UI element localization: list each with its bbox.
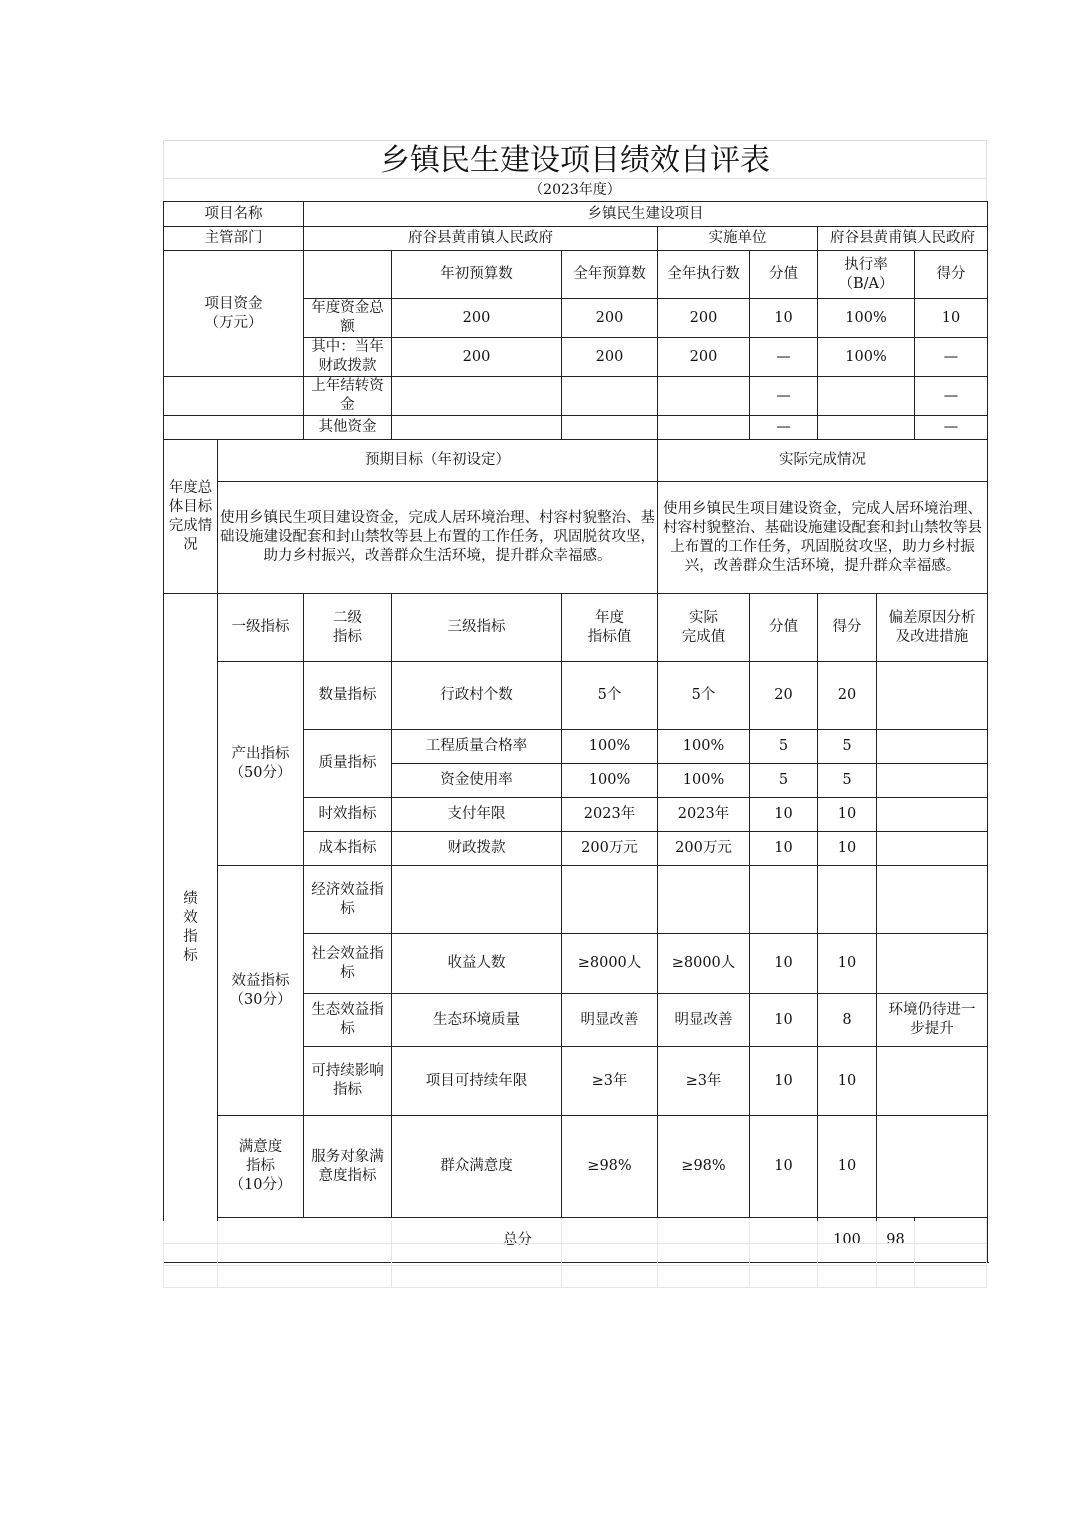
funds-cell: — <box>915 338 988 377</box>
target: 200万元 <box>562 832 658 866</box>
score: 5 <box>750 764 818 798</box>
actual: ≥98% <box>658 1116 750 1218</box>
level3: 行政村个数 <box>392 662 562 730</box>
target: 明显改善 <box>562 994 658 1047</box>
funds-cell: — <box>750 377 818 416</box>
perf-header: 一级指标 <box>218 594 304 662</box>
note <box>877 866 988 934</box>
perf-header: 偏差原因分析 及改进措施 <box>877 594 988 662</box>
score: 10 <box>750 798 818 832</box>
grid-line <box>163 1287 987 1288</box>
funds-label: 项目资金 （万元） <box>164 251 304 377</box>
funds-header: 得分 <box>915 251 988 299</box>
actual: 200万元 <box>658 832 750 866</box>
note <box>877 662 988 730</box>
grid-line <box>163 1243 987 1244</box>
level3: 支付年限 <box>392 798 562 832</box>
note <box>877 1047 988 1116</box>
project-name-label: 项目名称 <box>164 202 304 227</box>
target: ≥8000人 <box>562 934 658 994</box>
level2: 经济效益指 标 <box>304 866 392 934</box>
level3: 资金使用率 <box>392 764 562 798</box>
perf-header: 分值 <box>750 594 818 662</box>
level3: 收益人数 <box>392 934 562 994</box>
score: 10 <box>750 1047 818 1116</box>
funds-cell: 200 <box>562 338 658 377</box>
note <box>877 764 988 798</box>
funds-cell: — <box>750 416 818 440</box>
actual: 明显改善 <box>658 994 750 1047</box>
funds-row-label: 上年结转资金 <box>304 377 392 416</box>
level3: 项目可持续年限 <box>392 1047 562 1116</box>
dept-value: 府谷县黄甫镇人民政府 <box>304 227 658 251</box>
got: 8 <box>818 994 877 1047</box>
perf-header: 实际 完成值 <box>658 594 750 662</box>
score: 10 <box>750 994 818 1047</box>
grid-line <box>914 1221 915 1287</box>
impl-label: 实施单位 <box>658 227 818 251</box>
got: 20 <box>818 662 877 730</box>
grid-line <box>749 1221 750 1287</box>
level3: 群众满意度 <box>392 1116 562 1218</box>
actual: 2023年 <box>658 798 750 832</box>
note <box>877 730 988 764</box>
target: ≥98% <box>562 1116 658 1218</box>
score: 5 <box>750 730 818 764</box>
perf-header: 年度 指标值 <box>562 594 658 662</box>
page-title: 乡镇民生建设项目绩效自评表 <box>163 140 987 178</box>
funds-cell: 200 <box>658 338 750 377</box>
actual <box>658 866 750 934</box>
actual-text: 使用乡镇民生项目建设资金，完成人居环境治理、村容村貌整治、基础设施建设配套和封山禁牧等县上布置的工作任务，巩固脱贫攻坚，助力乡村振兴，改善群众生活环境，提升群众幸福感。 <box>658 482 988 594</box>
funds-header: 全年预算数 <box>562 251 658 299</box>
funds-cell: — <box>915 377 988 416</box>
funds-header: 年初预算数 <box>392 251 562 299</box>
actual: 100% <box>658 764 750 798</box>
funds-header: 分值 <box>750 251 818 299</box>
score: 10 <box>750 1116 818 1218</box>
got: 5 <box>818 764 877 798</box>
expected-header: 预期目标（年初设定） <box>218 440 658 482</box>
funds-cell: — <box>750 338 818 377</box>
grid-line <box>217 1221 218 1287</box>
perf-header: 三级指标 <box>392 594 562 662</box>
note <box>877 1116 988 1218</box>
total-got: 98 <box>877 1218 915 1263</box>
note <box>877 832 988 866</box>
evaluation-table <box>163 201 988 1263</box>
project-name-value: 乡镇民生建设项目 <box>304 202 988 227</box>
perf-header: 得分 <box>818 594 877 662</box>
target: 100% <box>562 764 658 798</box>
score: 10 <box>750 832 818 866</box>
got: 10 <box>818 798 877 832</box>
funds-label-cont <box>164 377 304 416</box>
level2: 数量指标 <box>304 662 392 730</box>
funds-cell: — <box>915 416 988 440</box>
funds-cell: 10 <box>915 299 988 338</box>
grid-line <box>876 1221 877 1287</box>
funds-header-rate: 执行率 （B/A） <box>818 251 915 299</box>
perf-label: 绩 效 指 标 <box>164 594 218 1263</box>
funds-cell <box>818 377 915 416</box>
funds-row-label: 其他资金 <box>304 416 392 440</box>
target <box>562 866 658 934</box>
funds-cell: 200 <box>562 299 658 338</box>
funds-header: 全年执行数 <box>658 251 750 299</box>
funds-cell <box>562 377 658 416</box>
target: ≥3年 <box>562 1047 658 1116</box>
got: 10 <box>818 832 877 866</box>
perf-header: 二级 指标 <box>304 594 392 662</box>
note: 环境仍待进一 步提升 <box>877 994 988 1047</box>
funds-cell <box>562 416 658 440</box>
level2: 可持续影响 指标 <box>304 1047 392 1116</box>
score: 20 <box>750 662 818 730</box>
actual: ≥8000人 <box>658 934 750 994</box>
target: 5个 <box>562 662 658 730</box>
level2: 成本指标 <box>304 832 392 866</box>
note <box>877 798 988 832</box>
grid-line <box>657 1221 658 1287</box>
grid-line <box>817 1221 818 1287</box>
target: 100% <box>562 730 658 764</box>
funds-cell <box>658 416 750 440</box>
funds-cell <box>392 377 562 416</box>
got: 10 <box>818 1116 877 1218</box>
level2: 社会效益指 标 <box>304 934 392 994</box>
funds-cell: 200 <box>658 299 750 338</box>
funds-row-label: 年度资金总额 <box>304 299 392 338</box>
got: 10 <box>818 1047 877 1116</box>
actual: ≥3年 <box>658 1047 750 1116</box>
level2: 生态效益指 标 <box>304 994 392 1047</box>
got <box>818 866 877 934</box>
funds-cell <box>818 416 915 440</box>
expected-text: 使用乡镇民生项目建设资金，完成人居环境治理、村容村貌整治、基础设施建设配套和封山禁牧等县上布置的工作任务，巩固脱贫攻坚，助力乡村振兴，改善群众生活环境，提升群众幸福感。 <box>218 482 658 594</box>
funds-cell: 200 <box>392 338 562 377</box>
total-label: 总分 <box>218 1218 818 1263</box>
level3 <box>392 866 562 934</box>
note <box>877 934 988 994</box>
got: 5 <box>818 730 877 764</box>
level2: 质量指标 <box>304 730 392 798</box>
funds-row-label: 其中：当年财政拨款 <box>304 338 392 377</box>
grid-line <box>391 1221 392 1287</box>
funds-cell: 200 <box>392 299 562 338</box>
funds-label-cont <box>164 416 304 440</box>
level3: 财政拨款 <box>392 832 562 866</box>
dept-label: 主管部门 <box>164 227 304 251</box>
actual: 100% <box>658 730 750 764</box>
score <box>750 866 818 934</box>
funds-cell <box>658 377 750 416</box>
grid-line <box>163 1221 164 1287</box>
funds-cell <box>392 416 562 440</box>
funds-header-blank <box>304 251 392 299</box>
year-subtitle: （2023年度） <box>163 178 987 201</box>
total-note <box>915 1218 988 1263</box>
level2: 时效指标 <box>304 798 392 832</box>
level3: 工程质量合格率 <box>392 730 562 764</box>
got: 10 <box>818 934 877 994</box>
funds-cell: 100% <box>818 338 915 377</box>
actual-header: 实际完成情况 <box>658 440 988 482</box>
impl-value: 府谷县黄甫镇人民政府 <box>818 227 988 251</box>
grid-line <box>163 1265 987 1266</box>
grid-line <box>986 1221 987 1287</box>
funds-cell: 10 <box>750 299 818 338</box>
group-satisfaction: 满意度 指标 （10分） <box>218 1116 304 1218</box>
score: 10 <box>750 934 818 994</box>
grid-line <box>561 1221 562 1287</box>
total-score: 100 <box>818 1218 877 1263</box>
target: 2023年 <box>562 798 658 832</box>
funds-cell: 100% <box>818 299 915 338</box>
group-output: 产出指标 （50分） <box>218 662 304 866</box>
actual: 5个 <box>658 662 750 730</box>
goals-label: 年度总 体目标 完成情 况 <box>164 440 218 594</box>
level3: 生态环境质量 <box>392 994 562 1047</box>
level2: 服务对象满 意度指标 <box>304 1116 392 1218</box>
group-benefit: 效益指标 （30分） <box>218 866 304 1116</box>
